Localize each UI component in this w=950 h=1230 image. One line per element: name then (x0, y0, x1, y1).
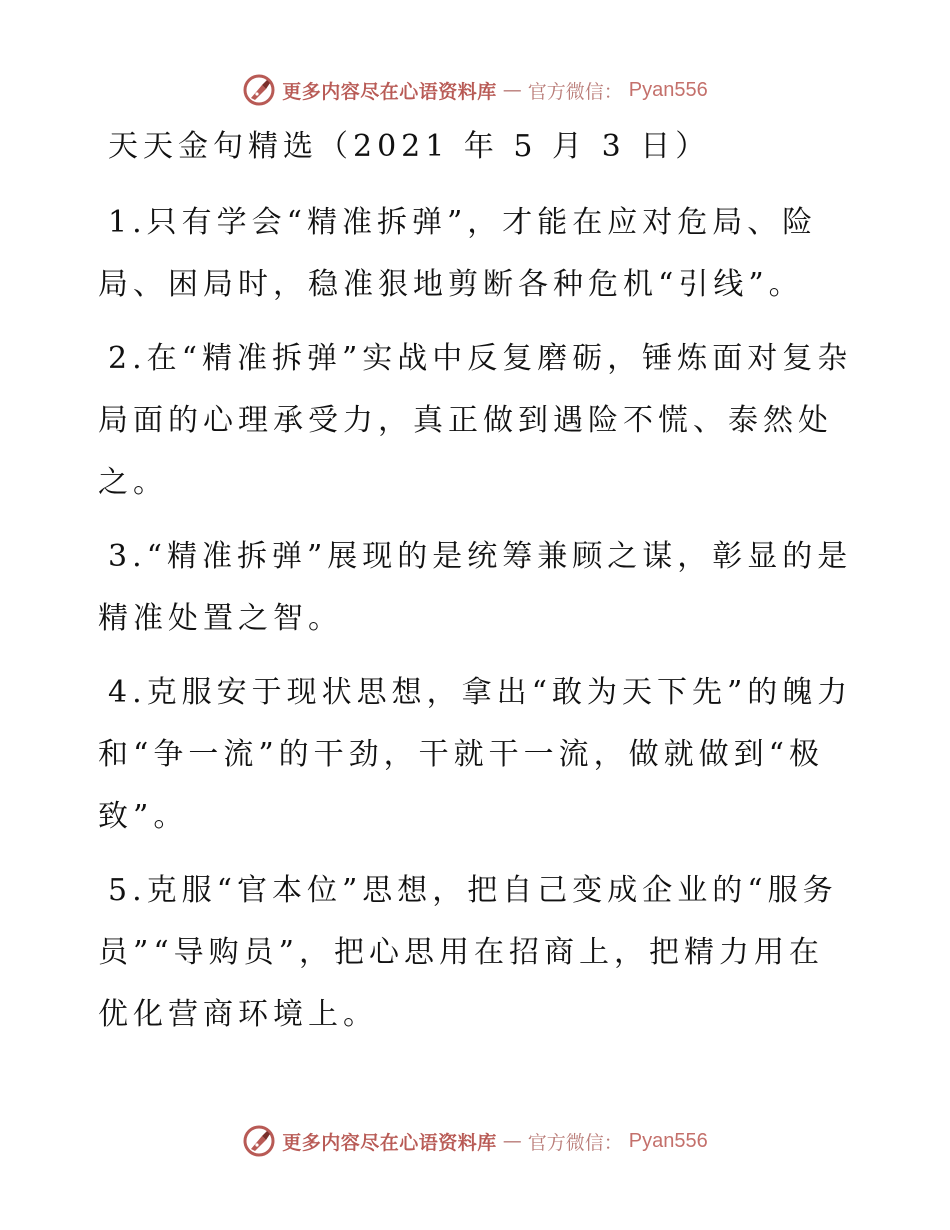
document-title: 天天金句精选（2021 年 5 月 3 日） (108, 129, 711, 164)
watermark-dash: — (502, 1130, 522, 1152)
watermark-wechat-id: Pyan556 (628, 1129, 708, 1152)
quote-item-5: 5.克服“官本位”思想，把自己变成企业的“服务员”“导购员”，把心思用在招商上，把精力用在优化营商环境上。 (98, 873, 838, 1032)
quote-item-3: 3.“精准拆弹”展现的是统筹兼顾之谋，彰显的是精准处置之智。 (98, 539, 853, 636)
watermark-header (0, 70, 950, 110)
pen-nib-circle-logo-icon (242, 73, 276, 107)
quote-item-4: 4.克服安于现状思想，拿出“敢为天下先”的魄力和“争一流”的干劲，干就干一流，做就做到“极致”。 (98, 675, 853, 834)
watermark-wechat-id: Pyan556 (628, 78, 708, 101)
watermark-text: 更多内容尽在心语资料库 (282, 80, 497, 103)
document-body (98, 124, 858, 1058)
pen-nib-circle-logo-icon (242, 1124, 276, 1158)
watermark-wechat-label: 官方微信： (527, 80, 623, 103)
watermark-text: 更多内容尽在心语资料库 (282, 1131, 497, 1154)
watermark-wechat-label: 官方微信： (527, 1131, 623, 1154)
quote-item-1: 1.只有学会“精准拆弹”，才能在应对危局、险局、困局时，稳准狠地剪断各种危机“引线”。 (98, 205, 818, 302)
watermark-dash: — (502, 79, 522, 101)
watermark-footer (0, 1121, 950, 1161)
quote-item-2: 2.在“精准拆弹”实战中反复磨砺，锤炼面对复杂局面的心理承受力，真正做到遇险不慌、泰然处之。 (98, 341, 853, 500)
